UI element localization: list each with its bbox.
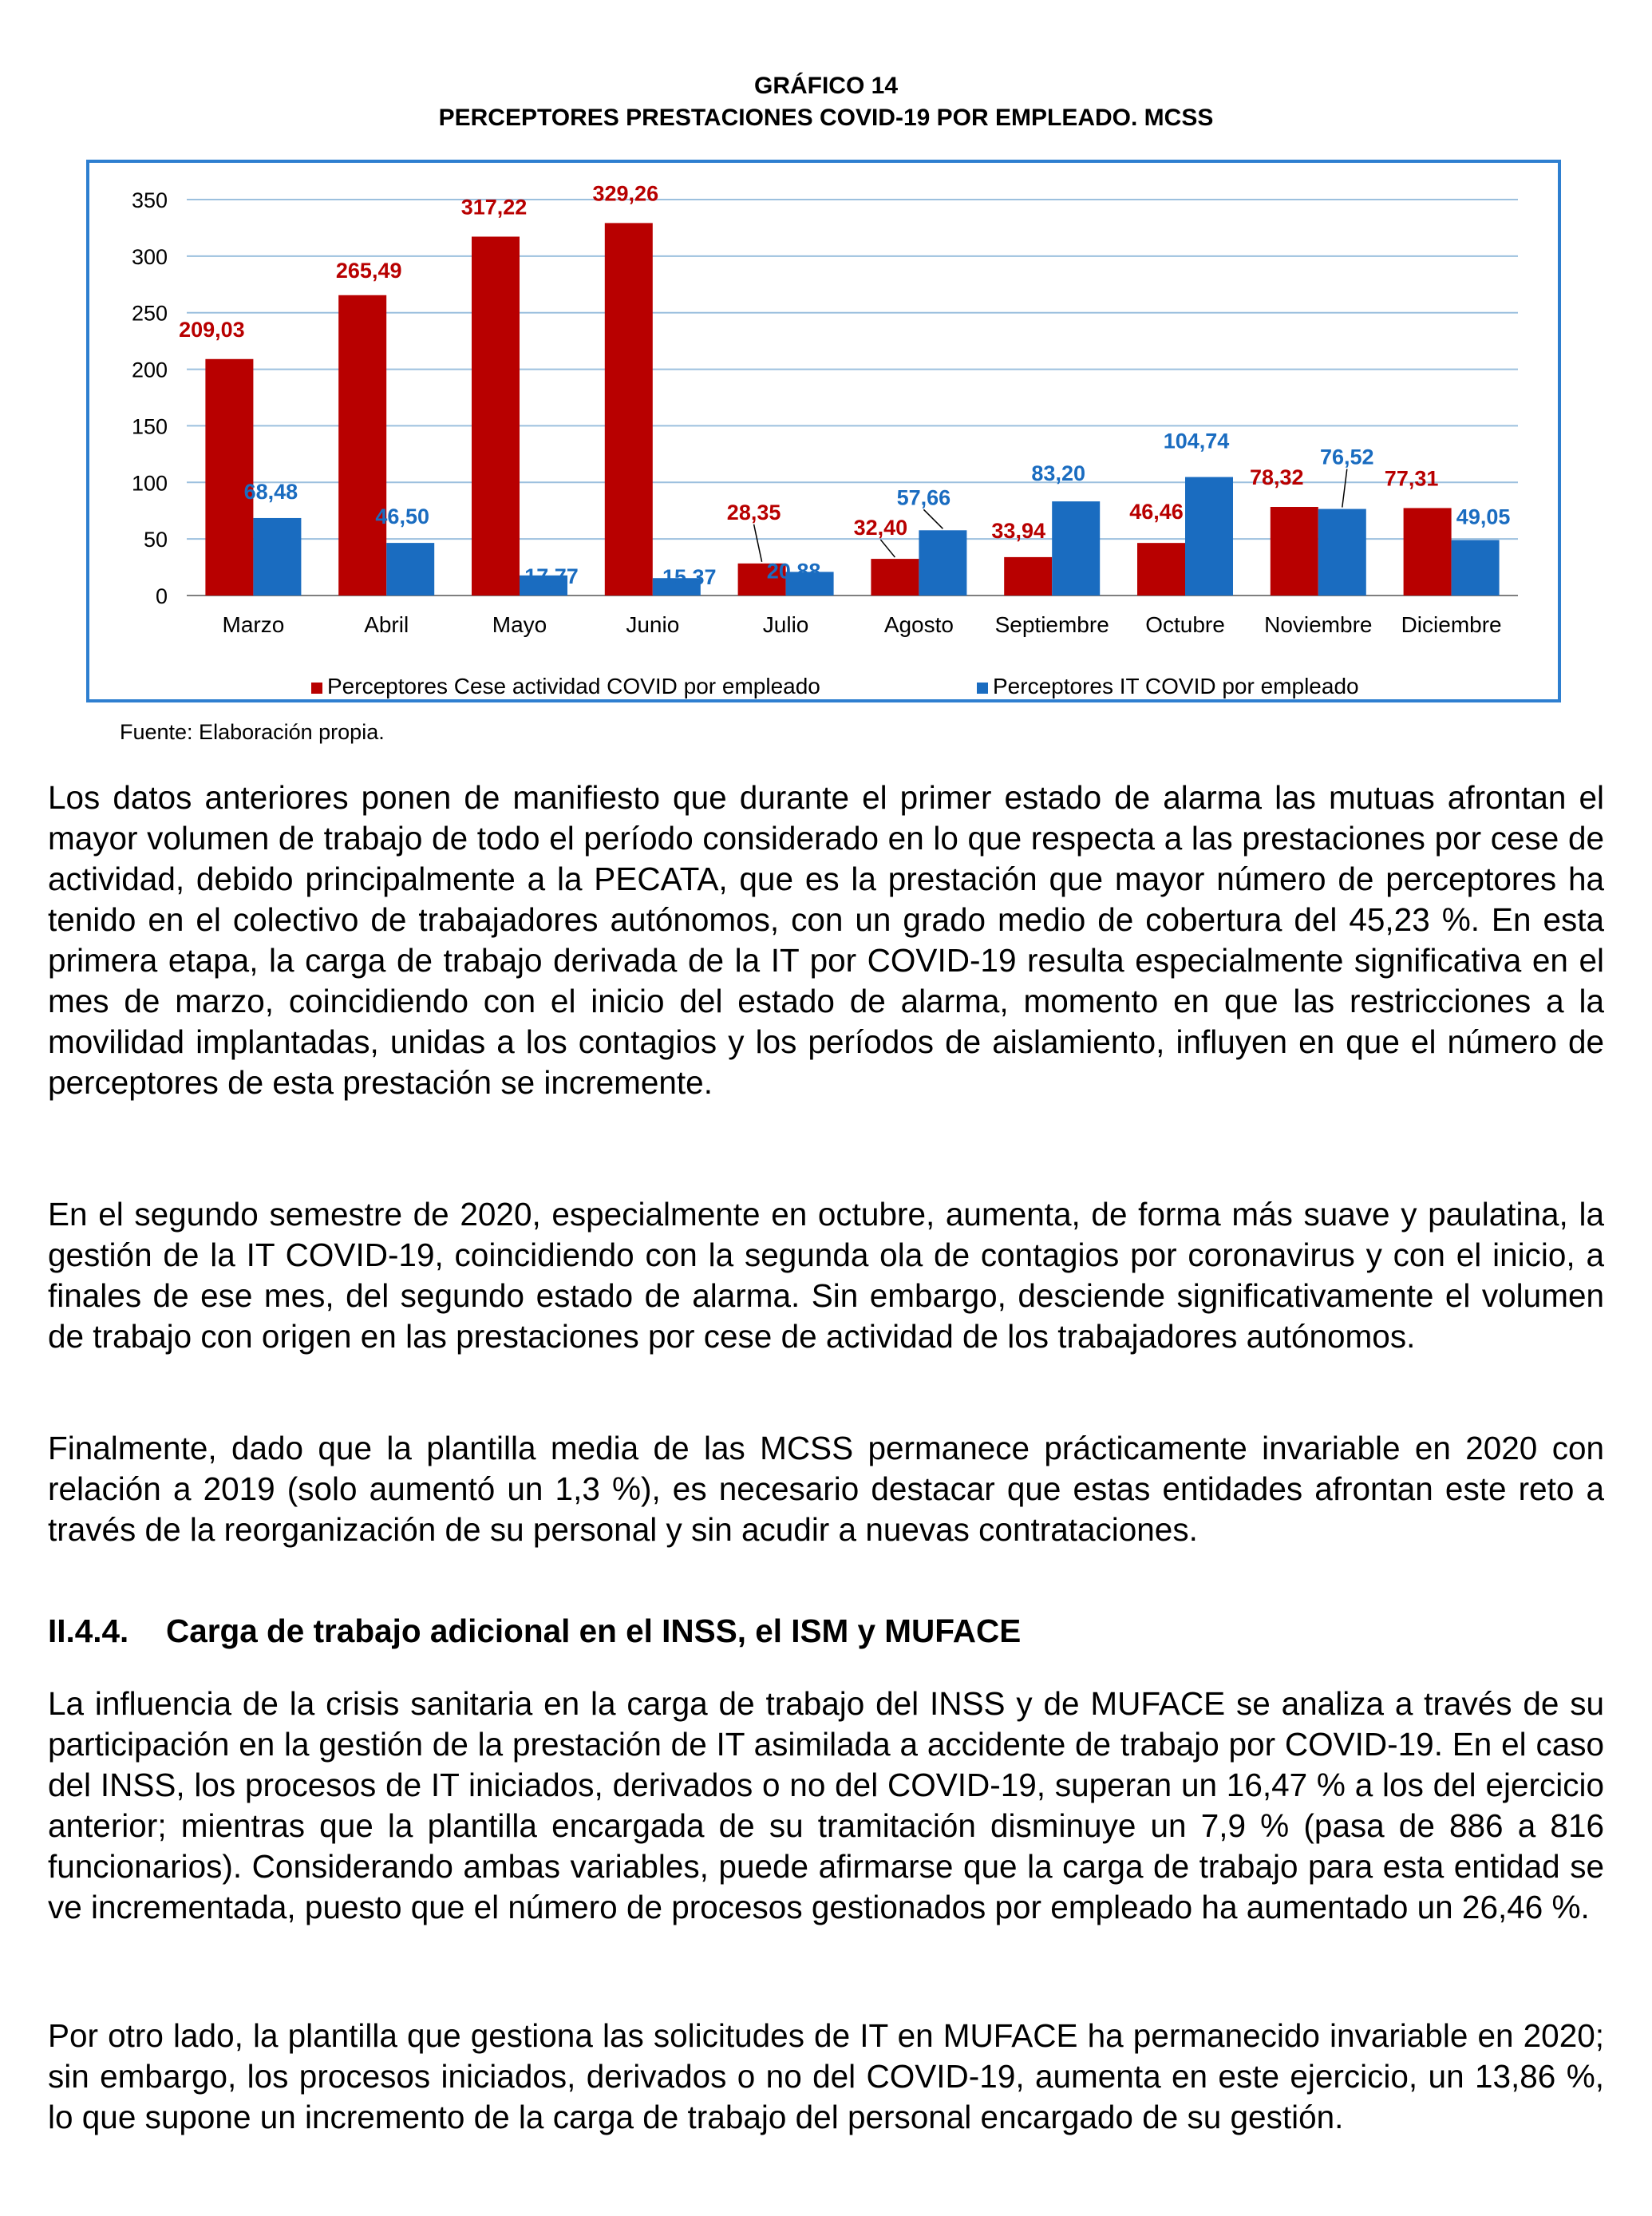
x-tick-label: Junio	[626, 612, 680, 637]
x-tick-label: Diciembre	[1401, 612, 1502, 637]
x-tick-label: Agosto	[883, 612, 954, 637]
bar-it	[386, 543, 434, 596]
bar-it	[1452, 540, 1500, 596]
bar-chart	[89, 163, 1558, 699]
data-label: 33,94	[991, 518, 1045, 543]
chart-heading: GRÁFICO 14	[753, 73, 899, 99]
data-label: 329,26	[592, 181, 659, 206]
legend-swatch	[977, 683, 988, 694]
bar-it	[919, 530, 966, 596]
x-tick-label: Mayo	[492, 612, 547, 637]
y-tick-label: 350	[131, 188, 168, 212]
data-label: 49,05	[1456, 505, 1511, 529]
data-label: 83,20	[1031, 461, 1085, 486]
data-label: 46,46	[1129, 500, 1184, 524]
data-label: 78,32	[1250, 465, 1304, 490]
paragraph-2: En el segundo semestre de 2020, especialmente en octubre, aumenta, de forma más suave y paulatina, la gestión de la IT COVID-19, coincidiendo con la segunda ola de contagios por coronavirus y con el inicio, a finales de ese mes, del segundo estado de alarma. Sin embargo, desciende significativamente el volumen de trabajo con origen en las prestaciones por cese de actividad de los trabajadores autónomos.	[48, 1196, 1604, 1355]
bar-it	[1052, 501, 1100, 596]
x-tick-label: Septiembre	[994, 612, 1109, 637]
y-tick-label: 0	[155, 584, 168, 608]
bar-cese	[1004, 557, 1052, 596]
label-leader-line	[880, 540, 895, 557]
bar-cese	[871, 559, 919, 596]
data-label: 28,35	[726, 500, 781, 524]
bar-it	[1318, 509, 1366, 596]
chart-frame	[86, 160, 1561, 702]
paragraph-5: Por otro lado, la plantilla que gestiona las solicitudes de IT en MUFACE ha permanecido invariable en 2020; sin embargo, los procesos iniciados, derivados o no del COVID-19, aumenta en este ejercicio, un 13,86 %, lo que supone un incremento de la carga de trabajo del personal encargado de su gestión.	[48, 2017, 1604, 2135]
x-tick-label: Octubre	[1145, 612, 1225, 637]
bar-it	[253, 518, 301, 596]
label-leader-line	[754, 524, 762, 562]
chart-title-block	[0, 70, 1652, 134]
paragraph-3: Finalmente, dado que la plantilla media de las MCSS permanece prácticamente invariable en 2020 con relación a 2019 (solo aumentó un 1,3 %), es necesario destacar que estas entidades afrontan este reto a través de la reorganización de su personal y sin acudir a nuevas contrataciones.	[48, 1430, 1604, 1548]
data-label: 15,37	[662, 565, 717, 590]
y-tick-label: 300	[131, 244, 168, 269]
legend-label: Perceptores Cese actividad COVID por empleado	[327, 674, 820, 698]
label-leader-line	[923, 509, 943, 528]
y-tick-label: 200	[131, 358, 168, 382]
bar-cese	[205, 359, 253, 596]
data-label: 104,74	[1163, 429, 1230, 453]
x-tick-label: Abril	[364, 612, 409, 637]
data-label: 57,66	[896, 485, 951, 510]
y-tick-label: 50	[143, 528, 168, 552]
x-tick-label: Julio	[762, 612, 809, 637]
data-label: 317,22	[460, 195, 528, 220]
x-tick-label: Noviembre	[1264, 612, 1373, 637]
data-label: 17,77	[524, 564, 579, 588]
y-tick-label: 250	[131, 301, 168, 326]
chart-title: PERCEPTORES PRESTACIONES COVID-19 POR EMPLEADO. MCSS	[438, 105, 1214, 131]
y-tick-label: 100	[131, 471, 168, 496]
x-tick-label: Marzo	[222, 612, 285, 637]
legend-label: Perceptores IT COVID por empleado	[993, 674, 1359, 698]
bar-it	[1185, 477, 1233, 596]
section-number: II.4.4.	[48, 1613, 129, 1649]
data-label: 265,49	[335, 258, 402, 283]
y-tick-label: 150	[131, 414, 168, 439]
paragraph-1: Los datos anteriores ponen de manifiesto que durante el primer estado de alarma las mutuas afrontan el mayor volumen de trabajo de todo el período considerado en lo que respecta a las prestaciones por cese de actividad, debido principalmente a la PECATA, que es la prestación que mayor número de perceptores ha tenido en el colectivo de trabajadores autónomos, con un grado medio de cobertura del 45,23 %. En esta primera etapa, la carga de trabajo derivada de la IT por COVID-19 resulta especialmente significativa en el mes de marzo, coincidiendo con el inicio del estado de alarma, momento en que las restricciones a la movilidad implantadas, unidas a los contagios y los períodos de aislamiento, influyen en que el número de perceptores de esta prestación se incremente.	[48, 779, 1604, 1101]
legend-swatch	[311, 683, 322, 694]
bar-cese	[1271, 507, 1318, 596]
data-label: 68,48	[243, 479, 298, 504]
data-label: 76,52	[1320, 445, 1374, 469]
label-leader-line	[1342, 469, 1347, 508]
data-label: 46,50	[375, 505, 429, 529]
bar-cese	[605, 223, 653, 596]
data-label: 77,31	[1384, 466, 1439, 491]
bar-cese	[1404, 508, 1452, 596]
section-heading	[48, 1611, 1021, 1652]
bar-cese	[1137, 543, 1185, 596]
data-label: 20,88	[766, 559, 821, 584]
data-label: 209,03	[179, 317, 245, 342]
data-label: 32,40	[853, 516, 908, 540]
section-title: Carga de trabajo adicional en el INSS, el ISM y MUFACE	[166, 1613, 1022, 1649]
bar-cese	[472, 236, 520, 596]
paragraph-4: La influencia de la crisis sanitaria en la carga de trabajo del INSS y de MUFACE se analiza a través de su participación en la gestión de la prestación de IT asimilada a accidente de trabajo por COVID-19. En el caso del INSS, los procesos de IT iniciados, derivados o no del COVID-19, superan un 16,47 % a los del ejercicio anterior; mientras que la plantilla encargada de su tramitación disminuye un 7,9 % (pasa de 886 a 816 funcionarios). Considerando ambas variables, puede afirmarse que la carga de trabajo para esta entidad se ve incrementada, puesto que el número de procesos gestionados por empleado ha aumentado un 26,46 %.	[48, 1685, 1604, 1925]
chart-source: Fuente: Elaboración propia.	[120, 720, 385, 744]
bar-cese	[338, 295, 386, 596]
